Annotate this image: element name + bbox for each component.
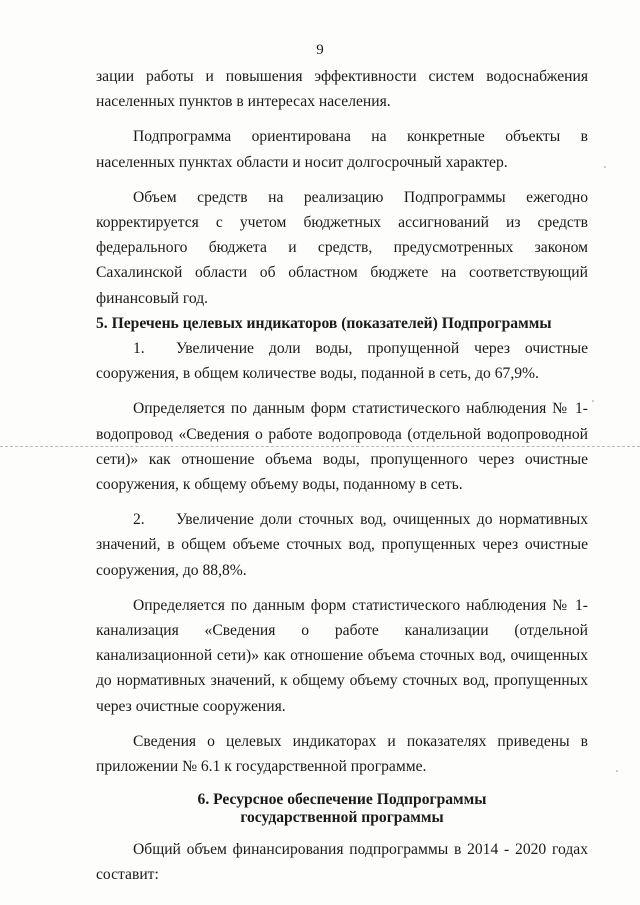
scan-speck [604, 166, 606, 168]
indicator-2-definition: Определяется по данным форм статистического наблюдения № 1-канализация «Сведения о работе канализации (отдельной канализационной сети)» как отношение объема сточных вод, очищенных до нормативных значений, к общему объему сточных вод, пропущенных через очистные сооружения. [96, 596, 588, 715]
scan-speck [616, 770, 618, 772]
indicators-appendix-note: Сведения о целевых индикаторах и показателях приведены в приложении № 6.1 к государственной программе. [96, 732, 588, 776]
page-number: 9 [316, 42, 324, 58]
section-6-heading [96, 791, 588, 827]
indicator-2-number: 2. [133, 511, 145, 529]
page-body [96, 64, 588, 888]
indicator-1 [96, 336, 588, 386]
section-5-heading: 5. Перечень целевых индикаторов (показателей) Подпрограммы [96, 314, 552, 332]
paragraph-funding-adjustment: Объем средств на реализацию Подпрограммы ежегодно корректируется с учетом бюджетных ассигнований из средств федерального бюджета и средств, предусмотренных законом Сахалинской области об областном бюджете на соответствующий финансовый год. [96, 188, 588, 307]
indicator-2 [96, 507, 588, 583]
section-6-heading-line-1: 6. Ресурсное обеспечение Подпрограммы [197, 791, 487, 809]
paragraph-continuation: зации работы и повышения эффективности систем водоснабжения населенных пунктов в интересах населения. [96, 68, 588, 111]
paragraph-subprogram-focus: Подпрограмма ориентирована на конкретные объекты в населенных пунктах области и носит долгосрочный характер. [96, 128, 588, 171]
scan-speck [592, 400, 594, 402]
section-6-heading-line-2: государственной программы [240, 809, 444, 827]
indicator-1-number: 1. [133, 340, 145, 358]
scan-artifact-line [0, 446, 640, 447]
indicator-1-definition: Определяется по данным форм статистического наблюдения № 1-водопровод «Сведения о работе водопровода (отдельной водопроводной сети)» как отношение объема воды, пропущенного через очистные сооружения, к общему объему воды, поданному в сеть. [96, 400, 588, 494]
paragraph-total-funding: Общий объем финансирования подпрограммы в 2014 - 2020 годах составит: [96, 841, 588, 884]
indicator-2-text: Увеличение доли сточных вод, очищенных до нормативных значений, в общем объеме сточных вод, пропущенных через очистные сооружения, до 88,8%. [96, 511, 588, 579]
indicator-1-text: Увеличение доли воды, пропущенной через очистные сооружения, в общем количестве воды, поданной в сеть, до 67,9%. [96, 340, 588, 383]
